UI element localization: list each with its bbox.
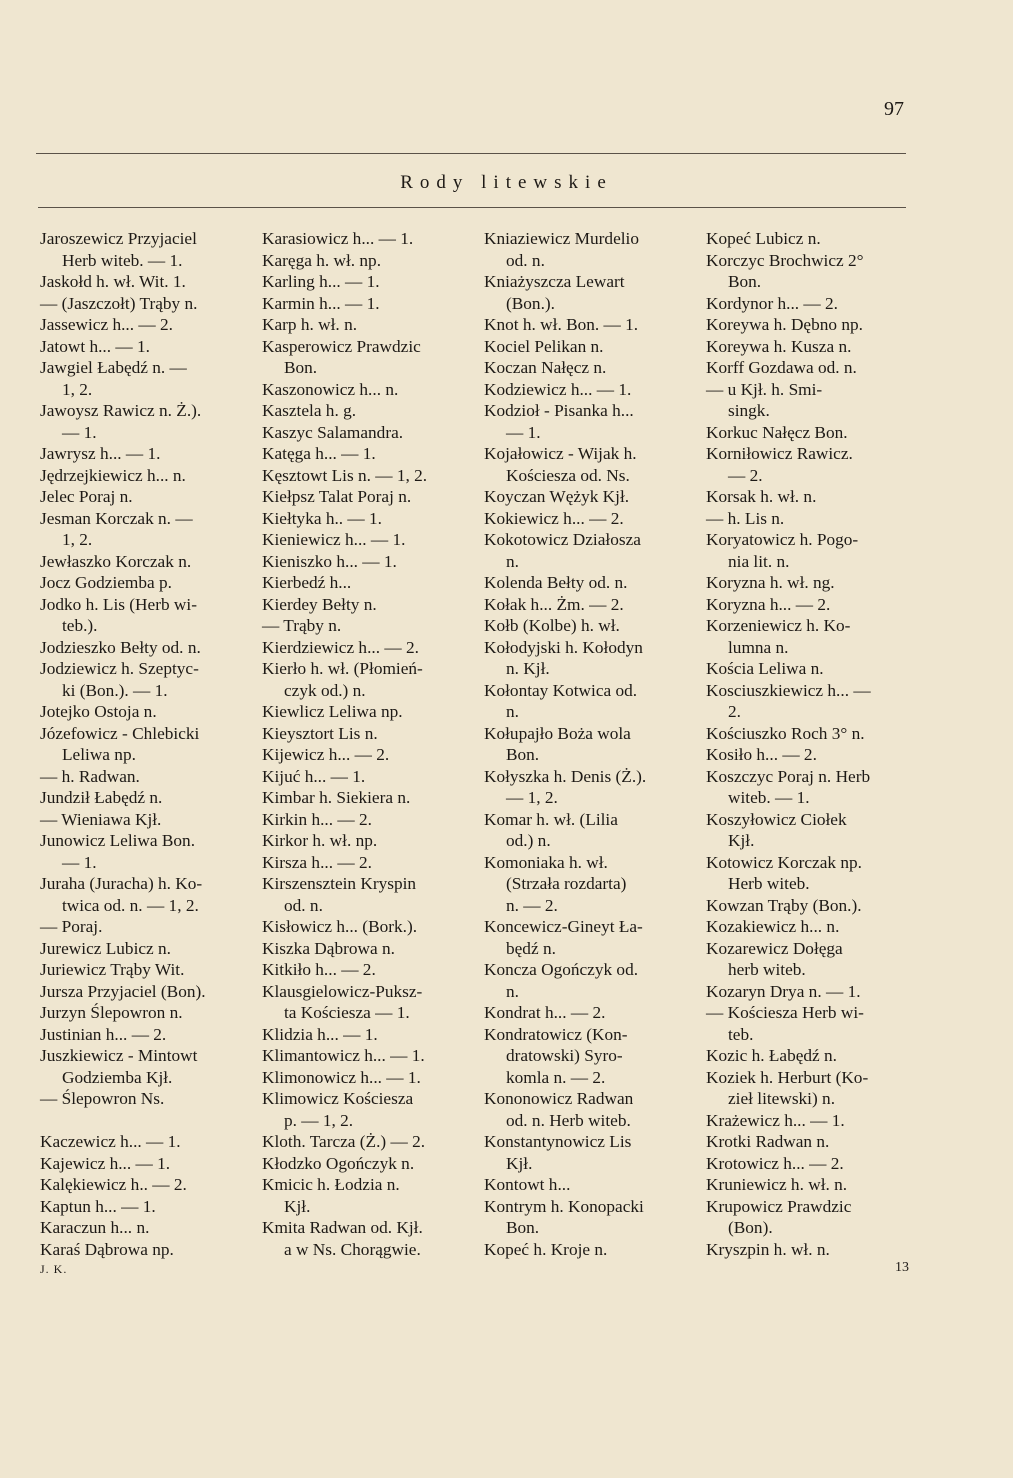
entry-line: Koryatowicz h. Pogo- (706, 530, 859, 549)
entry-continuation: — 2. (728, 465, 763, 485)
entry-line: Koziek h. Herburt (Ko- (706, 1067, 869, 1087)
entry-line: Kondratowicz (Kon- (484, 1024, 628, 1044)
entry-continuation: komla n. — 2. (506, 1067, 606, 1087)
entry-line: Kirkin h... — 2. (262, 809, 372, 829)
entry-continuation: teb. (728, 1024, 754, 1044)
entry-line: Korff Gozdawa od. n. (706, 358, 857, 377)
entry-line: Kalękiewicz h.. — 2. (40, 1175, 187, 1194)
entry-line: Kasperowicz Prawdzic (262, 336, 421, 356)
entry-continuation: Herb witeb. — 1. (62, 250, 183, 270)
entry-line: Jodzieszko Bełty od. n. (40, 637, 201, 657)
entry-line: Korsak h. wł. n. (706, 487, 817, 506)
entry-line: Korczyc Brochwicz 2° (706, 250, 864, 270)
entry-line: Klimowicz Kościesza (262, 1089, 414, 1108)
entry-continuation: Kościesza od. Ns. (506, 465, 630, 485)
entry-continuation: od. n. Herb witeb. (506, 1110, 631, 1130)
entry-line: Kiełtyka h.. — 1. (262, 508, 382, 528)
entry-line: Kruniewicz h. wł. n. (706, 1175, 848, 1194)
entry-line: Jawrysz h... — 1. (40, 444, 161, 463)
entry-continuation: — 1. (62, 422, 97, 442)
entry-line: Komoniaka h. wł. (484, 852, 608, 872)
entry-line: Koreywa h. Dębno np. (706, 315, 863, 334)
entry-line: Kojałowicz - Wijak h. (484, 444, 637, 463)
entry-line: Kasztela h. g. (262, 401, 357, 420)
entry-line: Kitkiło h... — 2. (262, 960, 376, 979)
entry-continuation: od. n. (506, 250, 545, 270)
entry-line: Koszyłowicz Ciołek (706, 809, 847, 829)
entry-line: Karaś Dąbrowa np. (40, 1239, 174, 1259)
entry-line: Jodziewicz h. Szeptyc- (40, 659, 199, 678)
entry-continuation: Bon. (284, 358, 318, 377)
entry-line: Knot h. wł. Bon. — 1. (484, 315, 639, 334)
entry-continuation: Bon. (506, 745, 540, 764)
entry-continuation: a w Ns. Chorągwie. (284, 1239, 421, 1259)
entry-line: Jursza Przyjaciel (Bon). (40, 981, 206, 1001)
entry-line: Karmin h... — 1. (262, 293, 380, 313)
entry-line: Junowicz Leliwa Bon. (40, 831, 196, 850)
entry-line: Kozarewicz Dołęga (706, 938, 843, 958)
entry-line: Krupowicz Prawdzic (706, 1196, 852, 1216)
entry-line: Kaptun h... — 1. (40, 1196, 156, 1216)
entry-continuation: od.) n. (506, 831, 551, 850)
entry-gap (40, 1110, 256, 1132)
entry-line: Kościa Leliwa n. (706, 659, 824, 678)
entry-line: Kopeć Lubicz n. (706, 229, 821, 248)
entry-line: Kęsztowt Lis n. — 1, 2. (262, 465, 428, 485)
entry-line: Kirszensztein Kryspin (262, 874, 417, 893)
entry-line: Kosciuszkiewicz h... — (706, 680, 871, 700)
entry-line: Kozaryn Drya n. — 1. (706, 981, 861, 1001)
entry-continuation: n. — 2. (506, 895, 558, 915)
entry-line: Kołb (Kolbe) h. wł. (484, 616, 620, 635)
entry-line: — Ślepowron Ns. (40, 1089, 165, 1108)
entry-line: Kołontay Kotwica od. (484, 680, 638, 700)
entry-continuation: n. (506, 981, 519, 1001)
column-3 (484, 228, 700, 1260)
entry-line: Krotki Radwan n. (706, 1132, 830, 1151)
entry-line: Kłodzko Ogończyk n. (262, 1153, 415, 1173)
entry-line: Kołyszka h. Denis (Ż.). (484, 766, 647, 786)
entry-continuation: n. (506, 702, 519, 721)
entry-line: Korniłowicz Rawicz. (706, 444, 853, 463)
entry-line: Kirsza h... — 2. (262, 852, 372, 872)
entry-line: Karaczun h... n. (40, 1218, 150, 1237)
entry-line: Kołodyjski h. Kołodyn (484, 637, 643, 657)
entry-line: Kolenda Bełty od. n. (484, 573, 628, 592)
entry-line: Koncza Ogończyk od. (484, 960, 639, 979)
entry-line: Kryszpin h. wł. n. (706, 1239, 830, 1259)
entry-continuation: Leliwa np. (62, 745, 136, 764)
entry-line: Kijuć h... — 1. (262, 766, 366, 786)
entry-line: Kiełpsz Talat Poraj n. (262, 487, 412, 506)
entry-continuation: — 1. (506, 422, 541, 442)
entry-continuation: twica od. n. — 1, 2. (62, 895, 199, 915)
entry-line: Kiszka Dąbrowa n. (262, 938, 395, 958)
entry-line: Jelec Poraj n. (40, 487, 133, 506)
entry-continuation: Herb witeb. (728, 874, 810, 893)
entry-line: Kodzioł - Pisanka h... (484, 401, 634, 420)
column-2 (262, 228, 478, 1260)
entry-line: Koreywa h. Kusza n. (706, 336, 852, 356)
entry-line: Kijewicz h... — 2. (262, 745, 390, 764)
column-1 (40, 228, 256, 1260)
entry-continuation: 2. (728, 702, 741, 721)
entry-line: — h. Lis n. (706, 508, 785, 528)
entry-line: Jurewicz Lubicz n. (40, 938, 171, 958)
entry-continuation: zieł litewski) n. (728, 1089, 836, 1108)
entry-line: Kimbar h. Siekiera n. (262, 788, 411, 807)
entry-line: Kniażyszcza Lewart (484, 272, 625, 291)
entry-line: Juraha (Juracha) h. Ko- (40, 874, 203, 893)
entry-line: — h. Radwan. (40, 766, 140, 786)
entry-line: Kordynor h... — 2. (706, 293, 838, 313)
entry-continuation: 1, 2. (62, 379, 93, 399)
entry-line: — Poraj. (40, 917, 103, 936)
entry-line: Kaczewicz h... — 1. (40, 1132, 181, 1151)
entry-line: Kozic h. Łabędź n. (706, 1046, 837, 1065)
entry-continuation: Kjł. (284, 1196, 311, 1216)
entry-line: Kościuszko Roch 3° n. (706, 723, 865, 743)
entry-line: Jawgiel Łabędź n. — (40, 358, 187, 377)
entry-line: Juriewicz Trąby Wit. (40, 960, 185, 979)
entry-line: Jatowt h... — 1. (40, 336, 150, 356)
footer-signature: J. K. (40, 1262, 68, 1276)
entry-line: Kirkor h. wł. np. (262, 831, 378, 850)
entry-line: Kontrym h. Konopacki (484, 1196, 644, 1216)
entry-line: Kieysztort Lis n. (262, 723, 378, 743)
entry-line: Kokiewicz h... — 2. (484, 508, 624, 528)
entry-line: Justinian h... — 2. (40, 1024, 167, 1044)
entry-line: Juszkiewicz - Mintowt (40, 1046, 198, 1065)
entry-line: Korzeniewicz h. Ko- (706, 616, 851, 635)
entry-line: Kierdey Bełty n. (262, 594, 377, 614)
entry-continuation: Godziemba Kjł. (62, 1067, 173, 1087)
entry-line: Karasiowicz h... — 1. (262, 229, 414, 248)
entry-line: Kondrat h... — 2. (484, 1003, 606, 1022)
entry-continuation: Bon. (728, 272, 762, 291)
entry-line: Józefowicz - Chlebicki (40, 723, 200, 743)
entry-line: Jassewicz h... — 2. (40, 315, 173, 334)
entry-line: Jewłaszko Korczak n. (40, 551, 192, 571)
entry-line: Kaszonowicz h... n. (262, 379, 399, 399)
title-rule-right (546, 207, 906, 208)
entry-continuation: ta Kościesza — 1. (284, 1003, 410, 1022)
entry-continuation: (Strzała rozdarta) (506, 874, 627, 893)
entry-line: Kieniszko h... — 1. (262, 551, 397, 571)
entry-line: — Trąby n. (262, 616, 342, 635)
entry-continuation: Kjł. (506, 1153, 533, 1173)
entry-line: Klidzia h... — 1. (262, 1024, 378, 1044)
entry-line: Karling h... — 1. (262, 272, 380, 291)
entry-line: Kopeć h. Kroje n. (484, 1239, 608, 1259)
entry-continuation: n. (506, 551, 519, 571)
entry-continuation: (Bon.). (506, 293, 555, 313)
entry-line: Kierło h. wł. (Płomień- (262, 659, 423, 678)
entry-line: Kmicic h. Łodzia n. (262, 1175, 400, 1194)
entry-line: Konstantynowicz Lis (484, 1132, 632, 1151)
entry-line: Kononowicz Radwan (484, 1089, 634, 1108)
entry-line: Jędrzejkiewicz h... n. (40, 465, 186, 485)
entry-line: Karęga h. wł. np. (262, 250, 382, 270)
entry-line: — u Kjł. h. Smi- (706, 379, 823, 399)
entry-continuation: lumna n. (728, 637, 789, 657)
entry-line: Koryzna h... — 2. (706, 594, 831, 614)
entry-line: Katęga h... — 1. (262, 444, 376, 463)
entry-line: Kontowt h... (484, 1175, 571, 1194)
entry-line: Kloth. Tarcza (Ż.) — 2. (262, 1132, 426, 1151)
entry-continuation: — 1. (62, 852, 97, 872)
entry-line: Jodko h. Lis (Herb wi- (40, 594, 197, 614)
entry-line: Jotejko Ostoja n. (40, 702, 157, 721)
entry-line: Komar h. wł. (Lilia (484, 809, 618, 829)
entry-line: Krażewicz h... — 1. (706, 1110, 845, 1130)
entry-line: Kowzan Trąby (Bon.). (706, 895, 862, 915)
entry-line: Kaszyc Salamandra. (262, 422, 404, 442)
entry-continuation: nia lit. n. (728, 551, 790, 571)
entry-line: Kierdziewicz h... — 2. (262, 637, 419, 657)
entry-line: — Kościesza Herb wi- (706, 1003, 864, 1022)
entry-line: Kieniewicz h... — 1. (262, 530, 406, 549)
entry-continuation: czyk od.) n. (284, 680, 366, 700)
entry-line: Jurzyn Ślepowron n. (40, 1003, 183, 1022)
entry-line: Kmita Radwan od. Kjł. (262, 1218, 423, 1237)
entry-line: Krotowicz h... — 2. (706, 1153, 844, 1173)
entry-line: Kotowicz Korczak np. (706, 852, 862, 872)
section-title: Rody litewskie (400, 172, 613, 193)
entry-line: Koncewicz-Gineyt Ła- (484, 917, 643, 936)
entry-line: Kodziewicz h... — 1. (484, 379, 632, 399)
entry-line: Jesman Korczak n. — (40, 508, 193, 528)
entry-line: Kociel Pelikan n. (484, 336, 604, 356)
entry-line: — (Jaszczołt) Trąby n. (40, 293, 198, 313)
entry-line: Koczan Nałęcz n. (484, 358, 607, 377)
entry-line: Koszczyc Poraj n. Herb (706, 766, 871, 786)
entry-line: Korkuc Nałęcz Bon. (706, 422, 848, 442)
entry-line: Koyczan Wężyk Kjł. (484, 487, 630, 506)
entry-line: Kokotowicz Działosza (484, 530, 641, 549)
entry-line: Klimantowicz h... — 1. (262, 1046, 425, 1065)
footer-sheet-number: 13 (895, 1260, 909, 1275)
entry-continuation: Kjł. (728, 831, 755, 850)
entry-line: Kołak h... Żm. — 2. (484, 594, 624, 614)
entry-continuation: 1, 2. (62, 530, 93, 549)
title-rule-left (38, 207, 546, 208)
entry-line: Kajewicz h... — 1. (40, 1153, 171, 1173)
entry-line: Jundził Łabędź n. (40, 788, 163, 807)
entry-line: Kosiło h... — 2. (706, 745, 817, 764)
entry-continuation: od. n. (284, 895, 323, 915)
entry-line: Kozakiewicz h... n. (706, 917, 840, 936)
entry-continuation: singk. (728, 401, 770, 420)
entry-continuation: ki (Bon.). — 1. (62, 680, 168, 700)
entry-line: — Wieniawa Kjł. (40, 809, 162, 829)
entry-continuation: — 1, 2. (506, 788, 558, 807)
entry-continuation: będź n. (506, 938, 556, 958)
column-4 (706, 228, 916, 1260)
entry-continuation: (Bon). (728, 1218, 773, 1237)
entry-line: Jaroszewicz Przyjaciel (40, 229, 197, 248)
entry-line: Klausgielowicz-Puksz- (262, 981, 423, 1001)
entry-line: Jaskołd h. wł. Wit. 1. (40, 272, 186, 291)
entry-continuation: n. Kjł. (506, 659, 550, 678)
entry-line: Jawoysz Rawicz n. Ż.). (40, 401, 202, 420)
entry-line: Kiewlicz Leliwa np. (262, 702, 403, 721)
entry-continuation: p. — 1, 2. (284, 1110, 354, 1130)
entry-line: Kniaziewicz Murdelio (484, 229, 639, 248)
entry-line: Karp h. wł. n. (262, 315, 358, 334)
entry-line: Koryzna h. wł. ng. (706, 573, 835, 592)
entry-continuation: dratowski) Syro- (506, 1046, 623, 1065)
entry-line: Kołupajło Boża wola (484, 723, 631, 743)
page-number: 97 (884, 98, 904, 120)
entry-continuation: Bon. (506, 1218, 540, 1237)
entry-line: Jocz Godziemba p. (40, 573, 172, 592)
entry-line: Kisłowicz h... (Bork.). (262, 917, 418, 936)
entry-line: Klimonowicz h... — 1. (262, 1067, 421, 1087)
entry-continuation: teb.). (62, 616, 98, 635)
entry-continuation: herb witeb. (728, 960, 806, 979)
entry-line: Kierbedź h... (262, 573, 352, 592)
entry-continuation: witeb. — 1. (728, 788, 810, 807)
top-rule (36, 153, 906, 154)
